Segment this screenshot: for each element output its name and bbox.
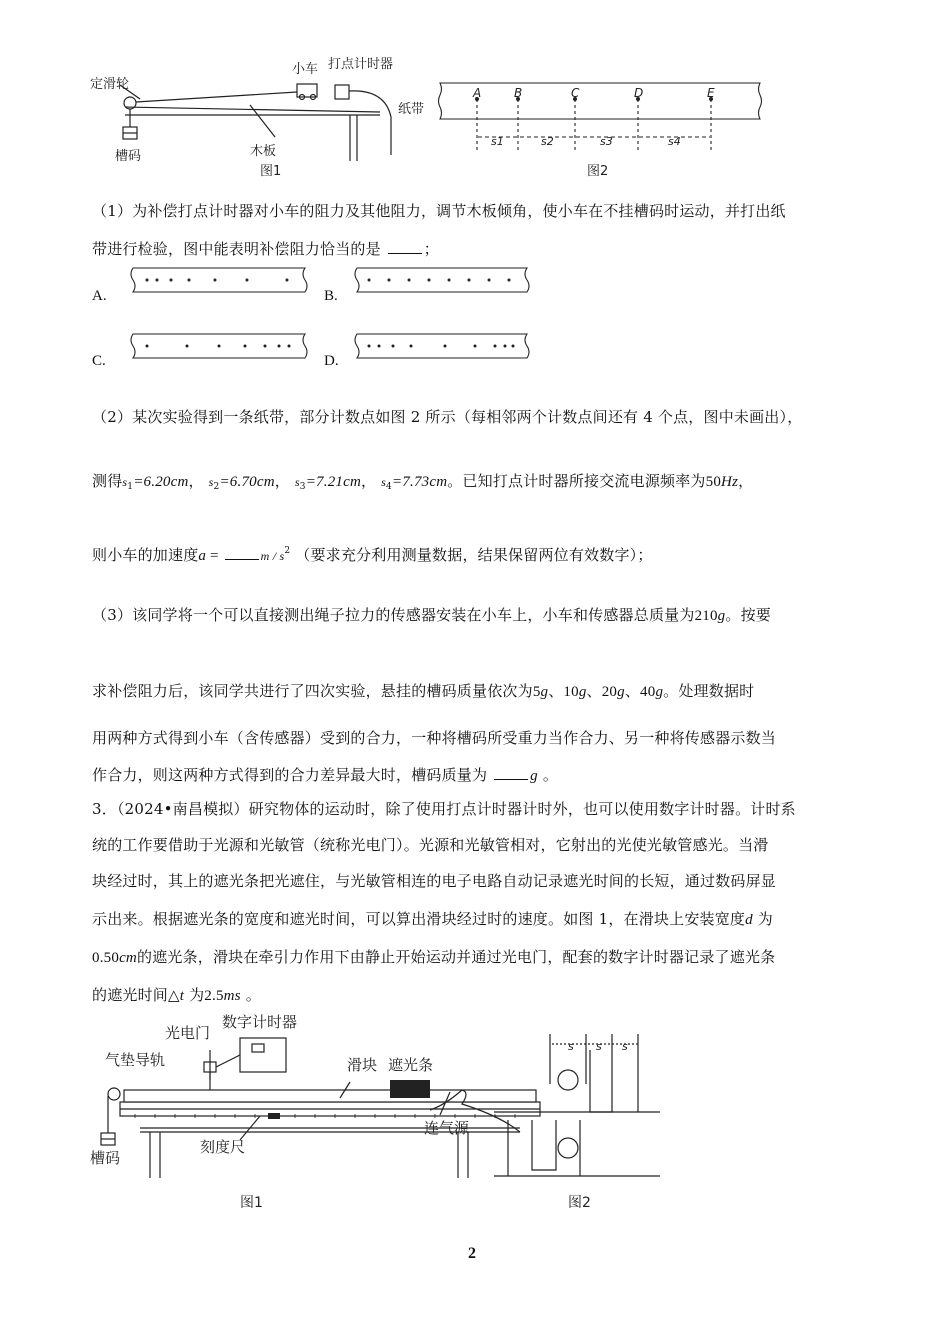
q2-line1: （2）某次实验得到一条纸带，部分计数点如图 2 所示（每相邻两个计数点间还有 4 个点，图中未画出）， <box>92 408 803 426</box>
option-c-label[interactable]: C. <box>92 353 106 369</box>
fig2-point-c: C <box>571 86 580 100</box>
slider-label: 滑块 <box>347 1056 378 1074</box>
weight-label: 槽码 <box>90 1149 121 1167</box>
fig2-seg-s4: s4 <box>668 135 681 148</box>
q1-line1: （1）为补偿打点计时器对小车的阻力及其他阻力，调节木板倾角，使小车在不挂槽码时运动，并打出纸 <box>92 202 786 220</box>
air-track-apparatus <box>101 1038 540 1178</box>
p3-line2: 统的工作要借助于光源和光敏管（统称光电门）。光源和光敏管相对，它射出的光使光敏管感光。当滑 <box>92 836 769 854</box>
bottom-figures <box>90 1010 680 1215</box>
fig2-point-d: D <box>634 86 644 100</box>
p3-line1: 3．（2024•南昌模拟）研究物体的运动时，除了使用打点计时器计时外，也可以使用数字计时器。计时系 <box>92 800 796 818</box>
fig1-cart-label: 小车 <box>292 62 319 77</box>
fig1-timer-label: 打点计时器 <box>328 57 394 72</box>
fig2-point-b: B <box>514 86 523 100</box>
q1-line2: 带进行检验，图中能表明补偿阻力恰当的是 ； <box>92 240 439 258</box>
bottom-fig1-caption: 图1 <box>240 1195 263 1211</box>
fig2-dots <box>475 97 713 101</box>
fig2-s-3: s <box>622 1040 628 1053</box>
q3-line4: 作合力，则这两种方式得到的合力差异最大时，槽码质量为 g 。 <box>92 766 559 784</box>
fig2-s-1: s <box>568 1040 574 1053</box>
air-source-label: 连气源 <box>424 1119 470 1137</box>
tape-option-b <box>355 268 529 292</box>
fig2-s-2: s <box>596 1040 602 1053</box>
tape-option-d <box>355 334 529 358</box>
q3-line1: （3）该同学将一个可以直接测出绳子拉力的传感器安装在小车上，小车和传感器总质量为210g。按要 <box>92 606 771 624</box>
strip-label: 遮光条 <box>388 1056 434 1074</box>
fig2-caption: 图2 <box>587 164 609 179</box>
q3-line3: 用两种方式得到小车（含传感器）受到的合力，一种将槽码所受重力当作合力、另一种将传感器示数当 <box>92 729 777 747</box>
q3-answer-blank[interactable] <box>494 765 528 780</box>
fig1-caption: 图1 <box>260 164 282 179</box>
fig1-tape-label: 纸带 <box>398 102 425 117</box>
fig2-seg-s2: s2 <box>541 135 554 148</box>
p3-line6: 的遮光时间△t 为2.5ms 。 <box>92 986 261 1004</box>
top-figures <box>85 55 785 185</box>
bottom-fig2-caption: 图2 <box>568 1195 591 1211</box>
page-number: 2 <box>468 1245 476 1262</box>
fig1-board-label: 木板 <box>250 144 277 159</box>
fig1-weight-label: 槽码 <box>115 149 142 164</box>
option-a-label[interactable]: A. <box>92 288 107 304</box>
q1-option-tapes <box>125 262 535 372</box>
ruler-label: 刻度尺 <box>200 1138 246 1156</box>
p3-line3: 块经过时，其上的遮光条把光遮住，与光敏管相连的电子电路自动记录遮光时间的长短，通过数码屏显 <box>92 872 777 890</box>
option-d-label[interactable]: D. <box>324 353 339 369</box>
option-b-label[interactable]: B. <box>324 288 338 304</box>
q2-answer-blank[interactable] <box>225 545 259 560</box>
q1-answer-blank[interactable] <box>388 239 422 254</box>
p3-line4: 示出来。根据遮光条的宽度和遮光时间，可以算出滑块经过时的速度。如图 1，在滑块上安装宽度d 为 <box>92 910 773 928</box>
fig2-seg-s1: s1 <box>491 135 504 148</box>
air-track-label: 气垫导轨 <box>105 1051 166 1069</box>
digital-timer-label: 数字计时器 <box>222 1013 298 1031</box>
q2-line2: 测得$s_1=6.20cm$， $s_2=6.70cm$， $s_3=7.21cm$， $s_4=7.73cm$。已知打点计时器所接交流电源频率为50Hz， <box>92 472 754 492</box>
q3-line2: 求补偿阻力后，该同学共进行了四次实验，悬挂的槽码质量依次为5g、10g、20g、40g。处理数据时 <box>92 682 755 700</box>
p3-line5: 0.50cm的遮光条，滑块在牵引力作用下由静止开始运动并通过光电门，配套的数字计时器记录了遮光条 <box>92 948 776 966</box>
q2-line3: 则小车的加速度$a = m / s^2$ （要求充分利用测量数据，结果保留两位有效数字）； <box>92 546 653 564</box>
gate-label: 光电门 <box>165 1024 211 1042</box>
fig2-point-a: A <box>473 86 482 100</box>
fig2-seg-s3: s3 <box>600 135 613 148</box>
fig1-pulley-label: 定滑轮 <box>90 77 130 92</box>
fig2-point-e: E <box>707 86 715 100</box>
